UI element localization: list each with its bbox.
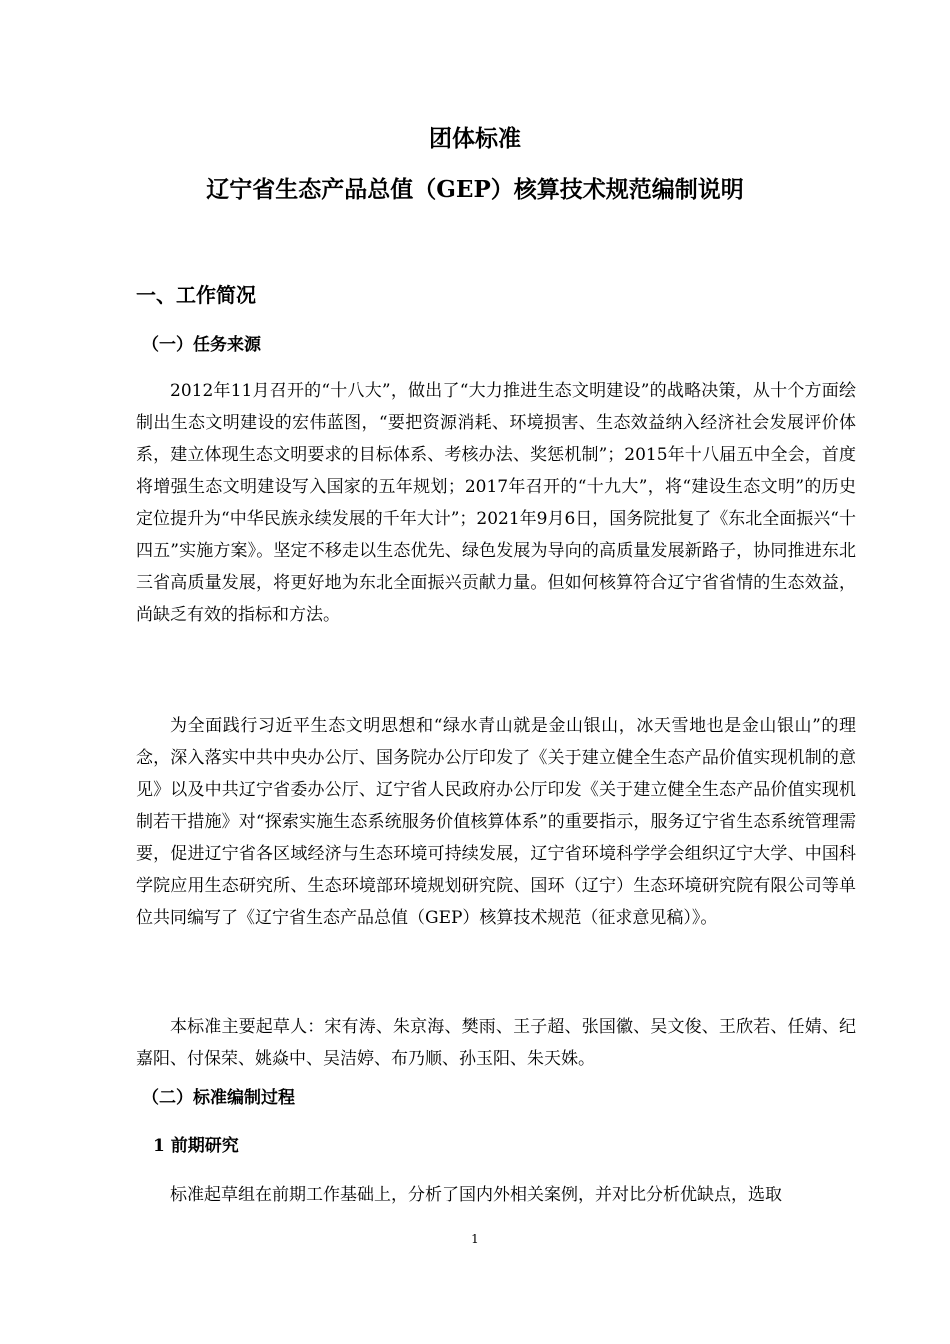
item-heading-preliminary-research: 1 前期研究 [153,1136,239,1156]
section-heading-work-overview: 一、工作简况 [136,283,256,307]
paragraph-task-source-2: 为全面践行习近平生态文明思想和“绿水青山就是金山银山，冰天雪地也是金山银山”的理念，深入落实中共中央办公厅、国务院办公厅印发了《关于建立健全生态产品价值实现机制的意见》以及中共辽宁省委办公厅、辽宁省人民政府办公厅印发《关于建立健全生态产品价值实现机制若干措施》对“探索实施生态系统服务价值核算体系”的重要指示，服务辽宁省生态系统管理需要，促进辽宁省各区域经济与生态环境可持续发展，辽宁省环境科学学会组织辽宁大学、中国科学院应用生态研究所、生态环境部环境规划研究院、国环（辽宁）生态环境研究院有限公司等单位共同编写了《辽宁省生态产品总值（GEP）核算技术规范（征求意见稿）》。 [136,716,856,928]
page-number: 1 [471,1232,479,1246]
subsection-heading-task-source: （一）任务来源 [142,335,261,355]
paragraph-drafters: 本标准主要起草人：宋有涛、朱京海、樊雨、王子超、张国徽、吴文俊、王欣若、任婧、纪嘉阳、付保荣、姚焱中、吴洁婷、布乃顺、孙玉阳、朱天姝。 [136,1017,856,1069]
document-main-title: 辽宁省生态产品总值（GEP）核算技术规范编制说明 [206,176,744,203]
paragraph-preliminary-research: 标准起草组在前期工作基础上，分析了国内外相关案例，并对比分析优缺点，选取 [170,1185,782,1205]
paragraph-task-source-1: 2012年11月召开的“十八大”，做出了“大力推进生态文明建设”的战略决策，从十个方面绘制出生态文明建设的宏伟蓝图，“要把资源消耗、环境损害、生态效益纳入经济社会发展评价体系，建立体现生态文明要求的目标体系、考核办法、奖惩机制”；2015年十八届五中全会，首度将增强生态文明建设写入国家的五年规划；2017年召开的“十九大”，将“建设生态文明”的历史定位提升为“中华民族永续发展的千年大计”；2021年9月6日，国务院批复了《东北全面振兴“十四五”实施方案》。坚定不移走以生态优先、绿色发展为导向的高质量发展新路子，协同推进东北三省高质量发展，将更好地为东北全面振兴贡献力量。但如何核算符合辽宁省省情的生态效益，尚缺乏有效的指标和方法。 [136,381,856,625]
subsection-heading-compilation-process: （二）标准编制过程 [142,1088,295,1108]
document-category-title: 团体标准 [429,125,521,152]
